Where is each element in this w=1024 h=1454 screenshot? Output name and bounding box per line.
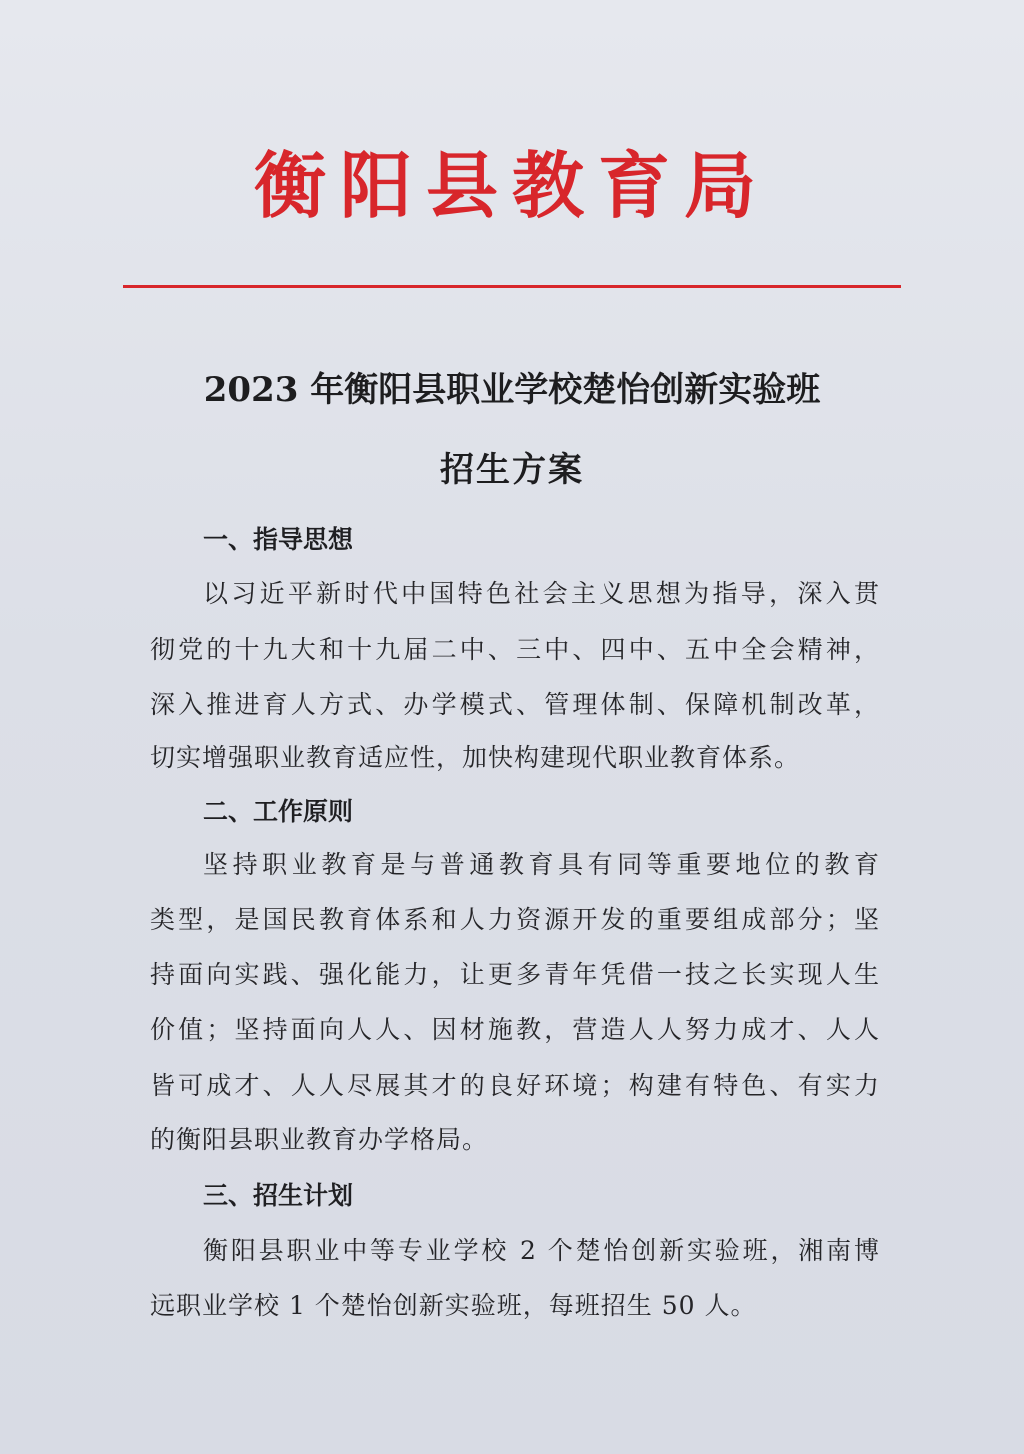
paragraph-line: 持面向实践、强化能力，让更多青年凭借一技之长实现人生 [150, 960, 880, 989]
paragraph-line: 的衡阳县职业教育办学格局。 [150, 1125, 489, 1154]
letterhead-organization: 衡阳县教育局 [253, 144, 770, 228]
letterhead-red-rule [123, 285, 901, 288]
document-title-line-2: 招生方案 [440, 450, 584, 490]
paragraph-line: 深入推进育人方式、办学模式、管理体制、保障机制改革， [150, 690, 880, 719]
paragraph-line: 切实增强职业教育适应性，加快构建现代职业教育体系。 [150, 743, 801, 772]
paragraph-line: 以习近平新时代中国特色社会主义思想为指导，深入贯 [203, 579, 880, 608]
paragraph-line: 皆可成才、人人尽展其才的良好环境；构建有特色、有实力 [150, 1071, 880, 1100]
paragraph-line: 彻党的十九大和十九届二中、三中、四中、五中全会精神， [150, 635, 880, 664]
section-heading-enrollment-plan: 三、招生计划 [203, 1181, 354, 1210]
paragraph-line: 衡阳县职业中等专业学校 2 个楚怡创新实验班，湘南博 [203, 1236, 880, 1265]
document-title-line-1: 2023 年衡阳县职业学校楚怡创新实验班 [203, 370, 821, 410]
paragraph-line: 价值；坚持面向人人、因材施教，营造人人努力成才、人人 [150, 1015, 880, 1044]
paragraph-line: 类型，是国民教育体系和人力资源开发的重要组成部分；坚 [150, 905, 880, 934]
paragraph-line: 坚持职业教育是与普通教育具有同等重要地位的教育 [203, 850, 880, 879]
paragraph-line: 远职业学校 1 个楚怡创新实验班，每班招生 50 人。 [150, 1291, 757, 1320]
section-heading-guiding-ideology: 一、指导思想 [203, 525, 354, 554]
section-heading-working-principles: 二、工作原则 [203, 797, 354, 826]
